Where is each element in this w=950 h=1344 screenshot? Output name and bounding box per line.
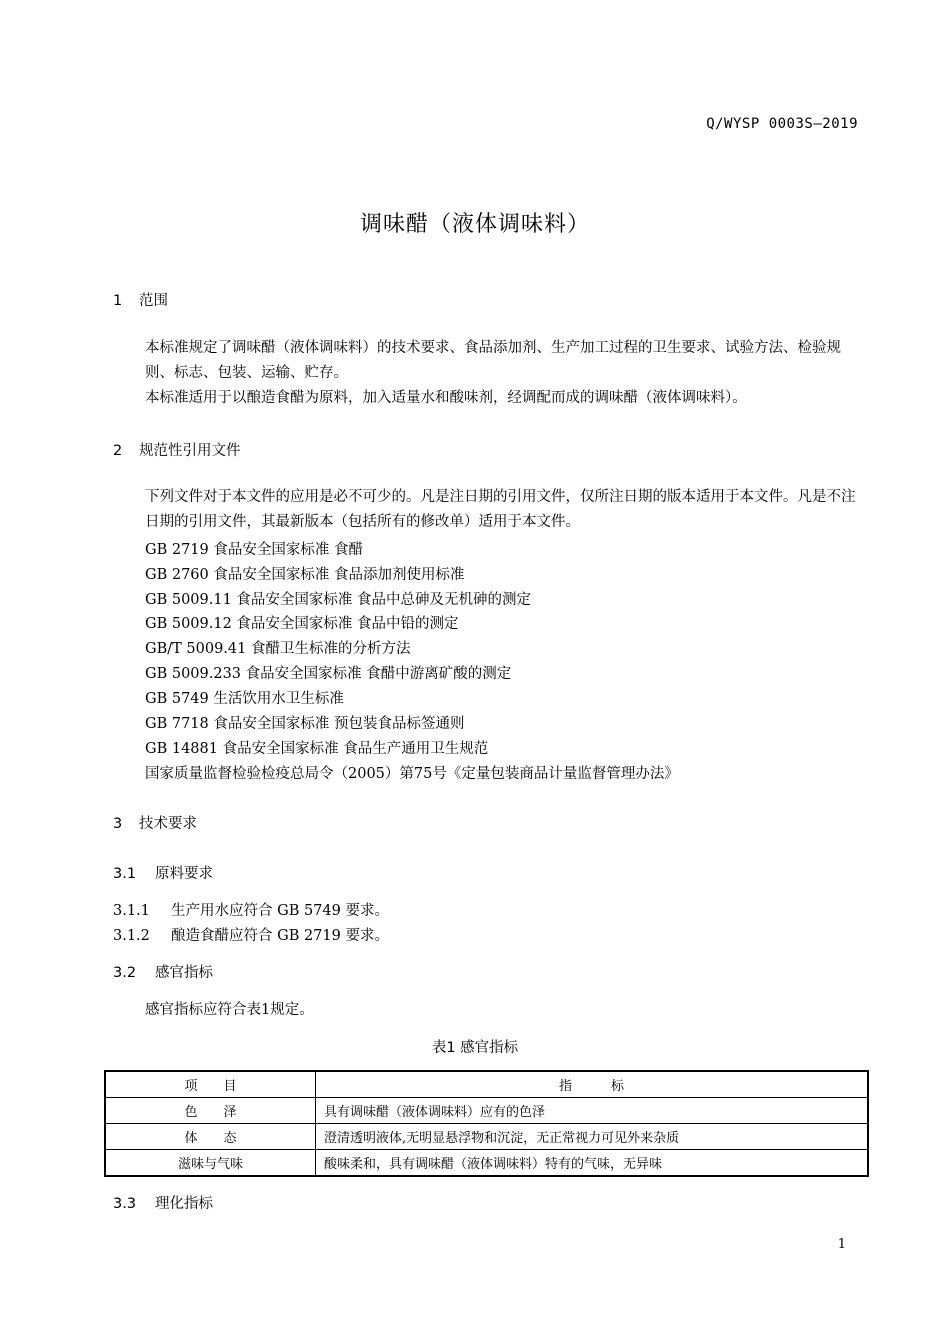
section-3-heading [113, 812, 197, 833]
clause-3-1-1 [113, 899, 389, 920]
section-title: 原料要求 [155, 866, 213, 882]
section-number: 1 [113, 293, 123, 309]
clause-3-1-2 [113, 924, 389, 945]
section-title: 理化指标 [155, 1196, 213, 1212]
reference-item: GB 2719 食品安全国家标准 食醋 [145, 542, 363, 558]
section-title: 技术要求 [139, 816, 197, 832]
section-3-1-heading [113, 862, 213, 883]
clause-number: 3.1.1 [113, 903, 150, 919]
section-number: 3 [113, 816, 123, 832]
section-1-heading [113, 289, 168, 310]
section-2-para-1 [113, 485, 863, 535]
reference-item: GB 5009.12 食品安全国家标准 食品中铅的测定 [145, 616, 459, 632]
table-header-index: 指 标 [316, 1071, 869, 1098]
sensory-table [104, 1070, 869, 1177]
section-3-2-text: 感官指标应符合表1规定。 [145, 1002, 314, 1018]
table-row [105, 1124, 868, 1150]
section-1-para-2 [113, 386, 863, 411]
reference-item: GB 2760 食品安全国家标准 食品添加剂使用标准 [145, 567, 465, 583]
table-row [105, 1098, 868, 1124]
table-cell: 酸味柔和，具有调味醋（液体调味料）特有的气味，无异味 [316, 1150, 869, 1177]
paragraph-text: 本标准规定了调味醋（液体调味料）的技术要求、食品添加剂、生产加工过程的卫生要求、试验方法、检验规则、标志、包装、运输、贮存。 [145, 340, 841, 381]
section-number: 2 [113, 443, 123, 459]
table-row [105, 1150, 868, 1177]
paragraph-text: 本标准适用于以酿造食醋为原料，加入适量水和酸味剂，经调配而成的调味醋（液体调味料）。 [145, 390, 747, 406]
table-cell: 色 泽 [105, 1098, 316, 1124]
table-cell: 滋味与气味 [105, 1150, 316, 1177]
clause-text: 酿造食醋应符合 GB 2719 要求。 [171, 928, 389, 944]
reference-item: GB 5749 生活饮用水卫生标准 [145, 691, 344, 707]
reference-item: 国家质量监督检验检疫总局令（2005）第75号《定量包装商品计量监督管理办法》 [145, 766, 679, 782]
section-title: 规范性引用文件 [139, 443, 241, 459]
section-number: 3.2 [113, 965, 137, 981]
clause-text: 生产用水应符合 GB 5749 要求。 [171, 903, 389, 919]
reference-item: GB 7718 食品安全国家标准 预包装食品标签通则 [145, 716, 465, 732]
section-2-heading [113, 439, 241, 460]
section-1-para-1 [113, 336, 863, 386]
standard-code: Q/WYSP 0003S—2019 [706, 116, 858, 132]
section-3-3-heading [113, 1192, 213, 1213]
page-number: 1 [837, 1237, 846, 1252]
table-header-row [105, 1071, 868, 1098]
clause-number: 3.1.2 [113, 928, 150, 944]
paragraph-text: 下列文件对于本文件的应用是必不可少的。凡是注日期的引用文件，仅所注日期的版本适用于本文件。凡是不注日期的引用文件，其最新版本（包括所有的修改单）适用于本文件。 [145, 489, 856, 530]
document-title: 调味醋（液体调味料） [359, 212, 590, 237]
reference-item: GB/T 5009.41 食醋卫生标准的分析方法 [145, 641, 411, 657]
table-cell: 体 态 [105, 1124, 316, 1150]
table-caption: 表1 感官指标 [431, 1040, 519, 1056]
section-3-2-heading [113, 961, 213, 982]
section-title: 范围 [139, 293, 168, 309]
section-number: 3.3 [113, 1196, 137, 1212]
table-header-item: 项 目 [105, 1071, 316, 1098]
section-title: 感官指标 [155, 965, 213, 981]
reference-item: GB 5009.11 食品安全国家标准 食品中总砷及无机砷的测定 [145, 592, 532, 608]
reference-item: GB 14881 食品安全国家标准 食品生产通用卫生规范 [145, 741, 489, 757]
reference-item: GB 5009.233 食品安全国家标准 食醋中游离矿酸的测定 [145, 666, 512, 682]
section-number: 3.1 [113, 866, 137, 882]
table-cell: 澄清透明液体,无明显悬浮物和沉淀，无正常视力可见外来杂质 [316, 1124, 869, 1150]
table-cell: 具有调味醋（液体调味料）应有的色泽 [316, 1098, 869, 1124]
